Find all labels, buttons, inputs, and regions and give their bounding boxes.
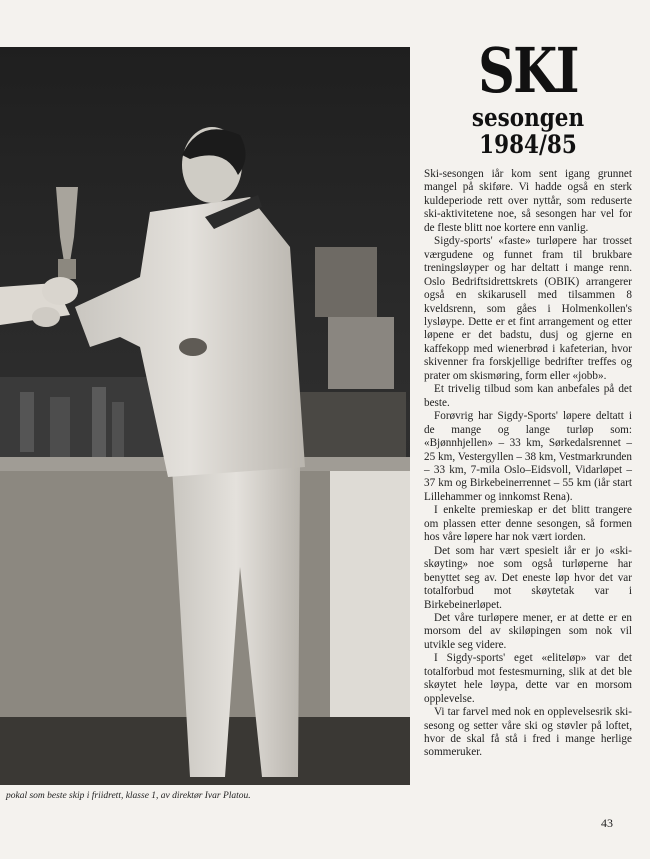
photo-caption: pokal som beste skip i friidrett, klasse 1, av direktør Ivar Platou. [6,791,251,801]
article-paragraph: Sigdy-sports' «faste» turløpere har trosset værgudene og funnet fram til brukbare treningsløyper og har deltatt i mange renn. Oslo Bedriftsidrettskrets (OBIK) arrangerer også en skikarusell med tilsammen 8 kveldsrenn, som gåes i Holmenkollen's lysløype. Dette er et fint arrangement og etter løpene er det badstu, dusj og gjerne en kaffekopp med wienerbrød i kafeterian, hvor skivenner fra forskjellige bedrifter treffes og prater om skismøring, form eller «jobb». [424,235,632,382]
title-main: SKI [478,34,578,107]
article-paragraph: Forøvrig har Sigdy-Sports' løpere deltatt i de mange og lange turløp som: «Bjønnhjellen» – 33 km, Sørkedalsrennet – 25 km, Vestergyllen – 38 km, Vestmarkrunden – 33 km, 7-mila Oslo–Eidsvoll, Vidarløpet – 37 km og Birkebeinerrennet – 55 km (iår start Lillehammer og innkomst Rena). [424,410,632,503]
article-photo [0,47,410,785]
article-paragraph: Vi tar farvel med nok en opplevelsesrik ski-sesong og setter våre ski og støvler på loftet, hvor de skal få stå i fred i mange herlige sommeruker. [424,706,632,759]
award-ceremony-photo [0,47,410,785]
article-paragraph: I enkelte premieskap er det blitt trangere om plassen etter denne sesongen, så formen hos våre løpere har nok vært iorden. [424,504,632,544]
article-paragraph: Ski-sesongen iår kom sent igang grunnet mangel på skiføre. Vi hadde også en sterk kuldeperiode rett over nyttår, som reduserte ski-aktivitetene noe, så sesongen har vel for de fleste blitt noe kortere enn vanlig. [424,168,632,234]
title-subtitle-2: 1984/85 [479,130,577,159]
article-paragraph: Det våre turløpere mener, er at dette er en morsom del av skiløpingen som nok vil utvikle seg videre. [424,611,632,651]
article-paragraph: Et trivelig tilbud som kan anbefales på det beste. [424,383,632,409]
article-paragraph: I Sigdy-sports' eget «eliteløp» var det totalforbud mot festesmurning, slik at det ble skøytet hele løypa, dette var en morsom opplevelse. [424,652,632,705]
article-title [416,34,640,159]
article-paragraph: Det som har vært spesielt iår er jo «ski-skøyting» noe som også turløperne har benyttet seg av. Det eneste løp hvor det var totalforbud mot skøytetak var i Birkebeinerløpet. [424,544,632,611]
title-subtitle-1: sesongen [471,103,585,132]
page-number: 43 [601,816,613,830]
article-body [424,168,632,760]
